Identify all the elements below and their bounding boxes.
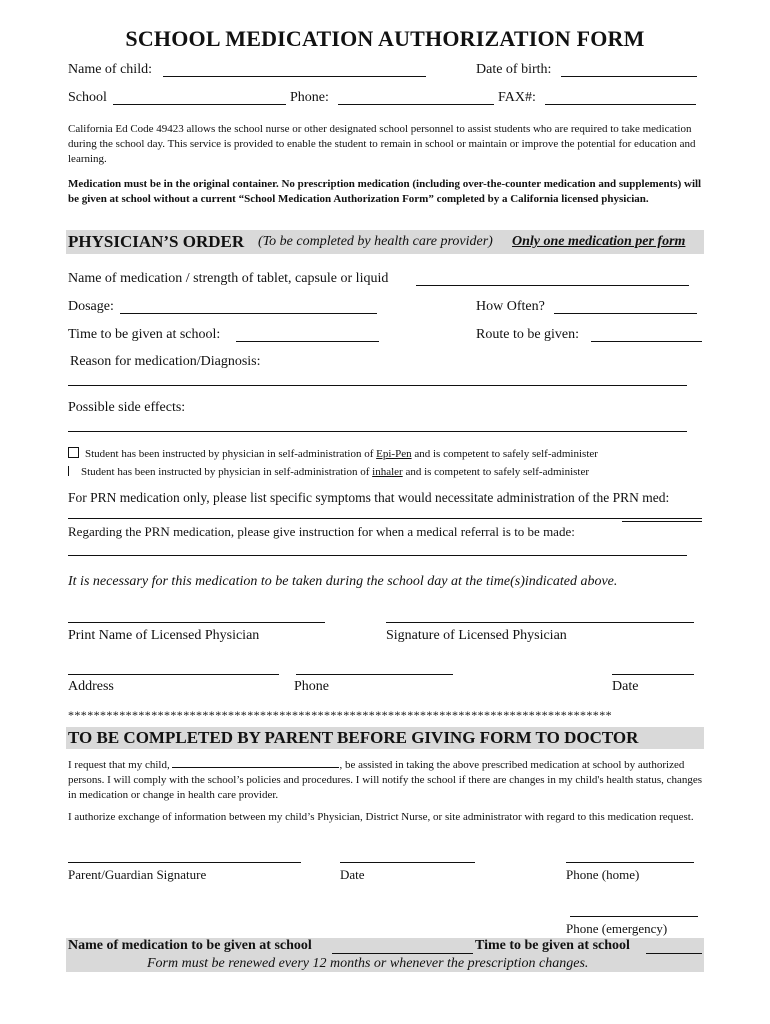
parent-request-paragraph: [68, 757, 708, 803]
medication-name-field[interactable]: [416, 285, 689, 286]
time-given-field[interactable]: [236, 341, 379, 342]
parent-date-label: Date: [340, 867, 365, 882]
epipen-checkbox-row[interactable]: [68, 447, 598, 462]
physician-order-heading: PHYSICIAN’S ORDER: [68, 232, 245, 251]
date-of-birth-field[interactable]: [561, 76, 697, 77]
physician-date-label: Date: [612, 679, 639, 694]
phone-label: Phone:: [290, 90, 329, 105]
medication-name-label: Name of medication / strength of tablet, capsule or liquid: [68, 271, 389, 286]
signature-label: Signature of Licensed Physician: [386, 628, 567, 643]
physician-phone-field[interactable]: [296, 674, 453, 675]
side-effects-field[interactable]: [68, 431, 687, 432]
time-given-label: Time to be given at school:: [68, 327, 221, 342]
footer-med-label: Name of medication to be given at school: [68, 938, 312, 953]
school-field[interactable]: [113, 104, 286, 105]
phone-emergency-label: Phone (emergency): [566, 921, 668, 936]
parent-signature-label: Parent/Guardian Signature: [68, 867, 207, 882]
physician-date-field[interactable]: [612, 674, 694, 675]
physician-order-bar: [66, 230, 704, 254]
form-title: SCHOOL MEDICATION AUTHORIZATION FORM: [125, 26, 645, 51]
one-medication-note: Only one medication per form: [512, 234, 686, 249]
signature-field[interactable]: [386, 622, 694, 623]
request-pre: I request that my child,: [68, 759, 173, 771]
how-often-field[interactable]: [554, 313, 697, 314]
phone-emergency-field[interactable]: [570, 916, 698, 917]
fax-label: FAX#:: [498, 90, 536, 105]
dosage-field[interactable]: [120, 313, 377, 314]
reason-field[interactable]: [68, 385, 687, 386]
fax-field[interactable]: [545, 104, 696, 105]
epipen-text-post: and is competent to safely self-administer: [411, 448, 598, 460]
parent-signature-field[interactable]: [68, 862, 301, 863]
address-label: Address: [68, 679, 114, 694]
side-effects-label: Possible side effects:: [68, 400, 186, 415]
print-name-field[interactable]: [68, 622, 325, 623]
inhaler-text-post: and is competent to safely self-administer: [402, 466, 590, 478]
notice-paragraph: Medication must be in the original container. No prescription medication (including over-the-counter medication and supplements) will be given at school without a current “School Medication Authorization Form” completed by a California licensed physician.: [68, 178, 702, 205]
reason-label: Reason for medication/Diagnosis:: [70, 354, 261, 369]
phone-home-label: Phone (home): [566, 867, 640, 882]
epipen-checkbox[interactable]: [68, 447, 79, 458]
parent-section-heading: TO BE COMPLETED BY PARENT BEFORE GIVING FORM TO DOCTOR: [68, 728, 639, 747]
prn-symptoms-field[interactable]: [68, 518, 702, 519]
child-name-field[interactable]: [172, 757, 339, 768]
inhaler-checkbox[interactable]: [68, 466, 69, 476]
inhaler-text-pre: Student has been instructed by physician in self-administration of: [81, 466, 373, 478]
authorize-paragraph: I authorize exchange of information between my child’s Physician, District Nurse, or site administrator with regard to this medication request.: [68, 811, 694, 823]
prn-referral-label: Regarding the PRN medication, please give instruction for when a medical referral is to be made:: [68, 524, 575, 539]
how-often-label: How Often?: [476, 299, 545, 314]
prn-referral-field[interactable]: [68, 555, 687, 556]
parent-section-bar: [66, 727, 704, 749]
route-field[interactable]: [591, 341, 702, 342]
dosage-label: Dosage:: [68, 299, 114, 314]
footer-time-field[interactable]: [646, 953, 702, 954]
footer-med-field[interactable]: [332, 953, 473, 954]
name-of-child-label: Name of child:: [68, 62, 152, 77]
school-label: School: [68, 90, 107, 105]
request-post: , be assisted in taking the above prescribed medication at school by authorized persons. I will comply with the school’s policies and procedures. I will notify the school if there are changes in my child's health status, changes in medication or change in health care provider.: [68, 759, 703, 801]
prn-symptoms-label: For PRN medication only, please list specific symptoms that would necessitate administration of the PRN med:: [68, 490, 670, 505]
inhaler-word: inhaler: [372, 466, 403, 478]
epipen-text-pre: Student has been instructed by physician in self-administration of: [85, 448, 377, 460]
footer-time-label: Time to be given at school: [475, 938, 630, 953]
date-of-birth-label: Date of birth:: [476, 62, 552, 77]
parent-date-field[interactable]: [340, 862, 475, 863]
phone-field[interactable]: [338, 104, 494, 105]
renewal-note: Form must be renewed every 12 months or whenever the prescription changes.: [147, 956, 589, 971]
print-name-label: Print Name of Licensed Physician: [68, 628, 260, 643]
intro-paragraph: California Ed Code 49423 allows the school nurse or other designated school personnel to assist students who are required to take medication during the school day. This service is provided to enable the student to remain in school or maintain or improve the potential for education and learning.: [68, 123, 696, 165]
inhaler-checkbox-row[interactable]: [68, 465, 589, 480]
epipen-word: Epi-Pen: [376, 448, 412, 460]
necessary-statement: It is necessary for this medication to be taken during the school day at the time(s)indicated above.: [68, 574, 618, 589]
name-of-child-field[interactable]: [163, 76, 426, 77]
footer-bar: [66, 938, 704, 972]
route-label: Route to be given:: [476, 327, 580, 342]
phone-home-field[interactable]: [566, 862, 694, 863]
prn-symptoms-field-extra[interactable]: [622, 521, 702, 522]
separator: *************************************************************************************: [68, 708, 612, 722]
physician-order-note: (To be completed by health care provider): [258, 234, 493, 249]
address-field[interactable]: [68, 674, 279, 675]
physician-phone-label: Phone: [294, 679, 329, 694]
